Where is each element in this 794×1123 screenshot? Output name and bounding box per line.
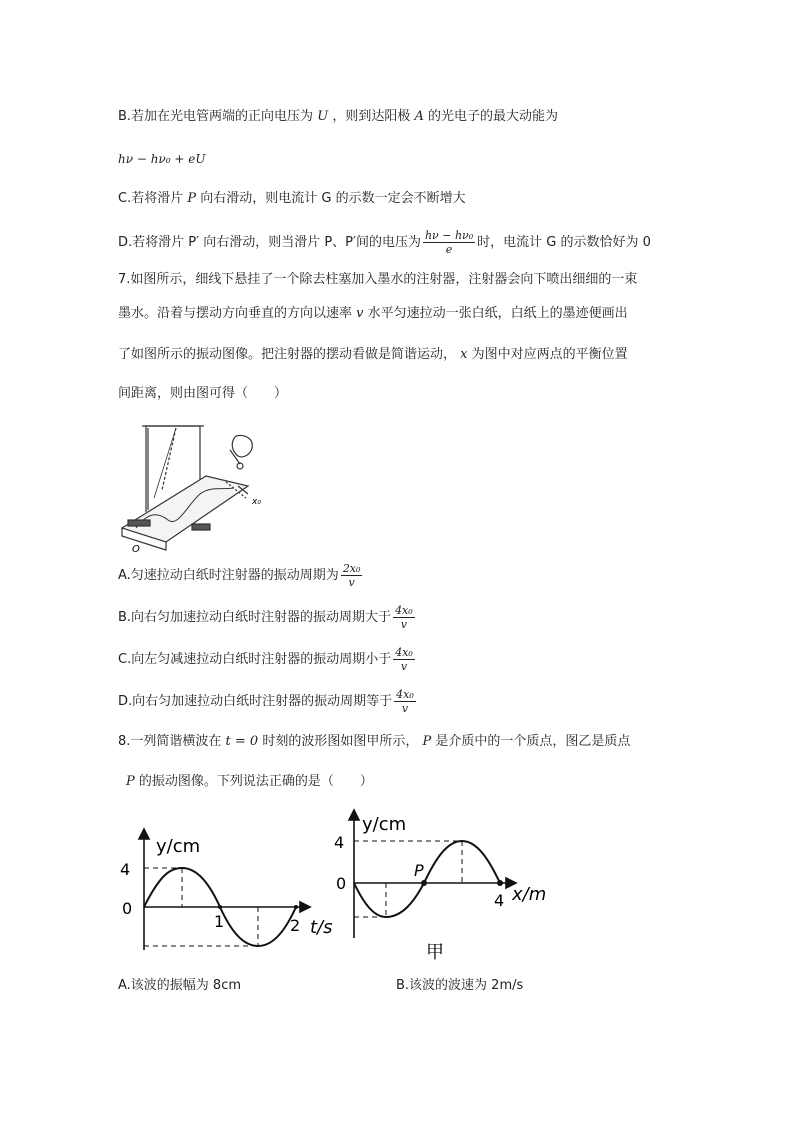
q8-right-point-p: P — [414, 861, 424, 880]
q8-left-y0: 0 — [122, 899, 133, 918]
q8-right-x4: 4 — [494, 891, 505, 910]
q8-right-y4: 4 — [334, 833, 345, 852]
q6-option-d: D.若将滑片 P′ 向右滑动，则当滑片 P、P′间的电压为 $\frac{\text{hν − hν₀}}{e}$ 时，电流计 G 的示数恰好为 0 — [118, 229, 651, 256]
q6-option-b-formula: hν − hν₀ + eU — [118, 152, 206, 166]
q8-left-t1: 1 — [214, 912, 225, 931]
q8-left-xlabel: t/s — [310, 917, 333, 938]
q8-waveform-graph — [330, 806, 560, 971]
q7-stem-line-2: 墨水。沿着与摆动方向垂直的方向以速率 v 水平匀速拉动一张白纸，白纸上的墨迹便画出 — [118, 306, 628, 321]
q7-figure-origin-label: O — [132, 544, 140, 555]
q8-left-t2: 2 — [290, 916, 301, 935]
q8-stem-line-1: 8.一列简谐横波在 t = 0 时刻的波形图如图甲所示， P 是介质中的一个质点，图乙是质点 — [118, 734, 631, 749]
q7-option-c: C.向左匀减速拉动白纸时注射器的振动周期小于 $\frac{\text{4x₀}}{v}$ — [118, 646, 413, 673]
q7-option-a: A.匀速拉动白纸时注射器的振动周期为 $\frac{\text{2x₀}}{v}$ — [118, 562, 361, 589]
q8-right-xlabel: x/m — [512, 884, 547, 905]
q6-option-d-fraction: $\frac{\text{hν − hν₀}}{e}$ — [424, 229, 474, 256]
q7-stem-line-1: 7.如图所示，细线下悬挂了一个除去柱塞加入墨水的注射器，注射器会向下喷出细细的一束 — [118, 272, 638, 287]
q8-option-b: B.该波的波速为 2m/s — [396, 978, 524, 993]
q7-option-b: B.向右匀加速拉动白纸时注射器的振动周期大于 $\frac{\text{4x₀}}{v}$ — [118, 604, 413, 631]
q8-vibration-graph — [110, 825, 340, 955]
q8-right-caption: 甲 — [426, 942, 444, 963]
q8-right-ylabel: y/cm — [362, 814, 407, 835]
q7-stem-line-3: 了如图所示的振动图像。把注射器的摆动看做是简谐运动， x 为图中对应两点的平衡位置 — [118, 347, 628, 362]
q7-figure-x0-label: x₀ — [252, 497, 261, 507]
q8-stem-line-2: P 的振动图像。下列说法正确的是（ ） — [126, 774, 373, 789]
q6-option-c: C.若将滑片 P 向右滑动，则电流计 G 的示数一定会不断增大 — [118, 191, 466, 206]
q7-stem-line-4: 间距离，则由图可得（ ） — [118, 386, 288, 401]
q7-option-d: D.向右匀加速拉动白纸时注射器的振动周期等于 $\frac{\text{4x₀}}{v}$ — [118, 688, 414, 715]
q8-right-y0: 0 — [336, 874, 347, 893]
q8-option-a: A.该波的振幅为 8cm — [118, 978, 242, 993]
q8-left-ylabel: y/cm — [156, 836, 201, 857]
q7-apparatus-figure — [118, 420, 268, 556]
q6-option-b: B.若加在光电管两端的正向电压为 U ，则到达阳极 A 的光电子的最大动能为 — [118, 109, 559, 124]
q8-left-y4: 4 — [120, 860, 131, 879]
